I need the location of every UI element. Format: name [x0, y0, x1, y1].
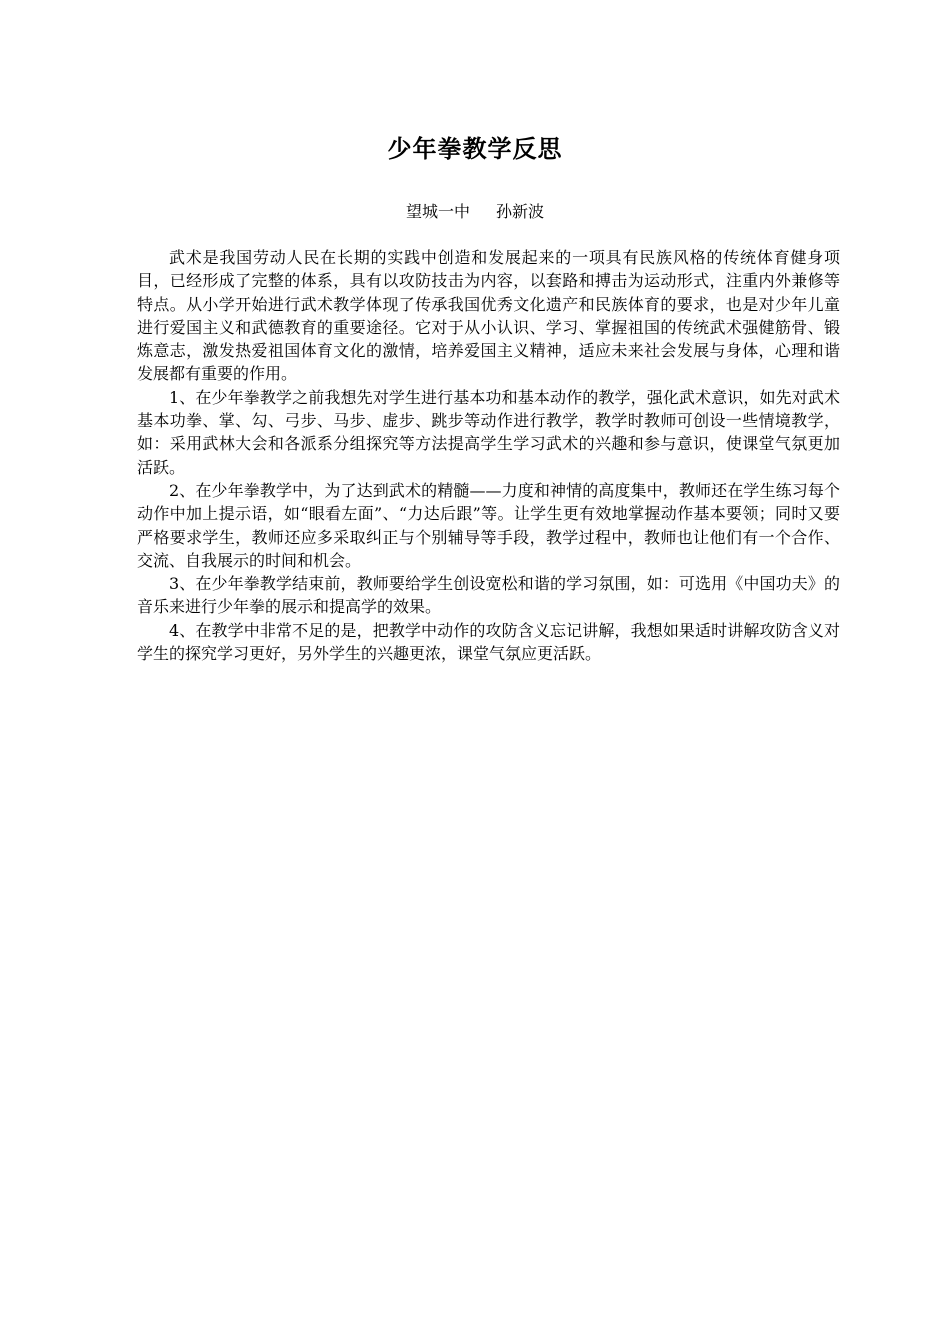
author-name: 孙新波 — [496, 202, 545, 221]
paragraph-point-2: 2、在少年拳教学中，为了达到武术的精髓——力度和神情的高度集中，教师还在学生练习每个动作中加上提示语，如“眼看左面”、“力达后跟”等。让学生更有效地掌握动作基本要领；同时又要严格要求学生，教师还应多采取纠正与个别辅导等手段，教学过程中，教师也让他们有一个合作、交流、自我展示的时间和机会。 — [137, 480, 840, 570]
paragraph-intro: 武术是我国劳动人民在长期的实践中创造和发展起来的一项具有民族风格的传统体育健身项目，已经形成了完整的体系，具有以攻防技击为内容，以套路和搏击为运动形式，注重内外兼修等特点。从小学开始进行武术教学体现了传承我国优秀文化遗产和民族体育的要求，也是对少年儿童进行爱国主义和武德教育的重要途径。它对于从小认识、学习、掌握祖国的传统武术强健筋骨、锻炼意志，激发热爱祖国体育文化的激情，培养爱国主义精神，适应未来社会发展与身体，心理和谐发展都有重要的作用。 — [137, 248, 840, 384]
document-title: 少年拳教学反思 — [387, 135, 563, 163]
paragraph-point-1: 1、在少年拳教学之前我想先对学生进行基本功和基本动作的教学，强化武术意识，如先对武术基本功拳、掌、勾、弓步、马步、虚步、跳步等动作进行教学，教学时教师可创设一些情境教学，如：采用武林大会和各派系分组探究等方法提高学生学习武术的兴趣和参与意识，使课堂气氛更加活跃。 — [137, 387, 840, 477]
paragraph-point-3: 3、在少年拳教学结束前，教师要给学生创设宽松和谐的学习氛围，如：可选用《中国功夫》的音乐来进行少年拳的展示和提高学的效果。 — [137, 574, 840, 617]
document-body — [137, 246, 840, 665]
byline — [0, 200, 950, 224]
paragraph-point-4: 4、在教学中非常不足的是，把教学中动作的攻防含义忘记讲解，我想如果适时讲解攻防含义对学生的探究学习更好，另外学生的兴趣更浓，课堂气氛应更活跃。 — [137, 620, 840, 664]
author-school: 望城一中 — [405, 202, 470, 221]
